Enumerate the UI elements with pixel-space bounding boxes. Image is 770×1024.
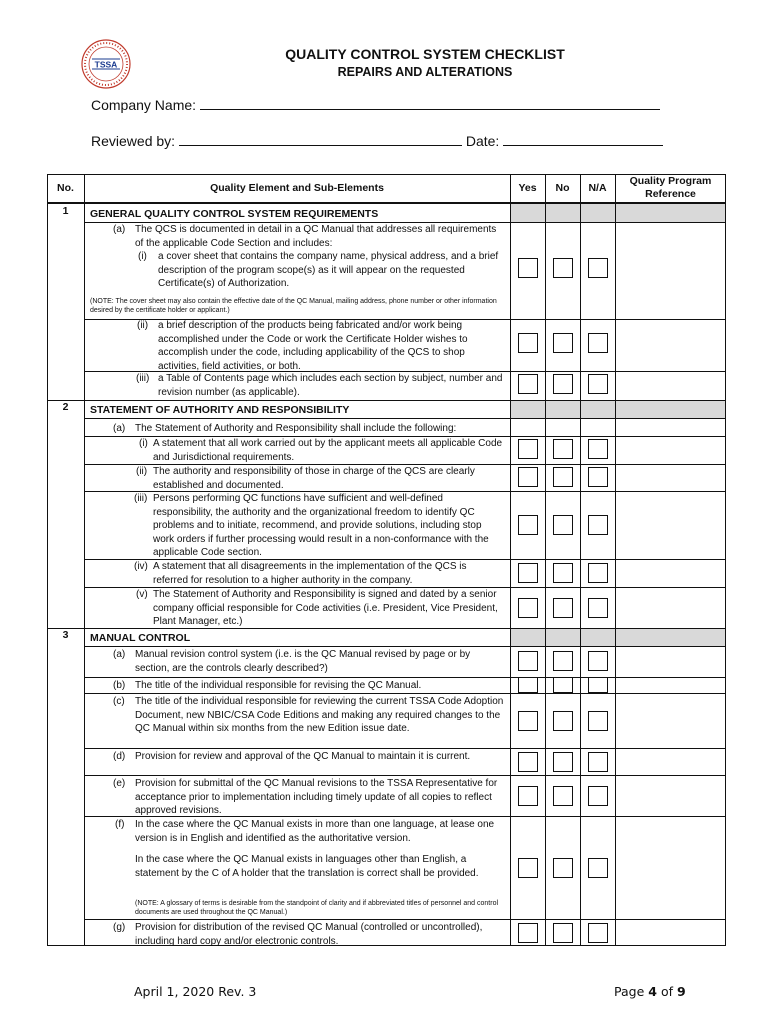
section-number: 1 <box>62 205 69 217</box>
checkbox-yes[interactable] <box>518 598 538 618</box>
item-text: Persons performing QC functions have sufficient and well-defined responsibility, the authority and the organizational freedom to identify QC problems and to initiate, recommend, and provide solutions, including stop work orders if further processing would result in a non-conformance with the applicable Code section. <box>153 493 489 558</box>
item-label: (a) <box>113 224 126 235</box>
item-label: (d) <box>113 751 126 762</box>
date-line[interactable] <box>503 131 663 146</box>
checkbox-na[interactable] <box>588 651 608 671</box>
date-label: Date: <box>465 133 500 149</box>
row-rule <box>84 646 726 647</box>
item-text: a cover sheet that contains the company name, physical address, and a brief description of the program scope(s) as it will appear on the requested Certificate(s) of Authorization. <box>158 251 499 289</box>
checkbox-na[interactable] <box>588 563 608 583</box>
checkbox-na[interactable] <box>588 598 608 618</box>
item-text: The Statement of Authority and Responsibility is signed and dated by a senior company official responsible for Code activities (i.e. President, Vice President, Plant Manager, etc.) <box>153 589 498 627</box>
item-label: (i) <box>138 251 147 262</box>
checkbox-no[interactable] <box>553 374 573 394</box>
col-header-na: N/A <box>588 182 607 194</box>
section-number: 3 <box>62 629 69 641</box>
row-rule <box>84 919 726 920</box>
company-name-field[interactable] <box>91 95 660 113</box>
checkbox-yes[interactable] <box>518 333 538 353</box>
checkbox-na[interactable] <box>588 923 608 943</box>
checkbox-na[interactable] <box>588 752 608 772</box>
col-header-yes: Yes <box>518 182 537 194</box>
reviewed-by-label: Reviewed by: <box>91 133 176 149</box>
item-label: (v) <box>136 589 148 600</box>
checkbox-no[interactable] <box>553 677 573 693</box>
row-rule <box>47 400 726 401</box>
checkbox-yes[interactable] <box>518 786 538 806</box>
footer-date: April 1, 2020 Rev. 3 <box>134 984 257 999</box>
item-text: The title of the individual responsible for reviewing the current TSSA Code Adoption Document, new NBIC/CSA Code Editions and making any required changes to the QC Manual within six months from the new Edition issue date. <box>135 696 504 734</box>
row-rule <box>84 677 726 678</box>
checkbox-no[interactable] <box>553 467 573 487</box>
checkbox-no[interactable] <box>553 786 573 806</box>
col-divider <box>615 174 616 946</box>
checkbox-no[interactable] <box>553 515 573 535</box>
item-label: (g) <box>113 922 126 933</box>
page-prefix: Page <box>614 984 645 999</box>
item-text: A statement that all work carried out by the applicant meets all applicable Code and Jurisdictional requirements. <box>153 438 503 463</box>
item-label: (a) <box>113 423 126 434</box>
reviewed-by-field[interactable] <box>91 131 663 149</box>
checkbox-yes[interactable] <box>518 563 538 583</box>
col-header-no-answer: No <box>555 182 570 194</box>
row-rule <box>84 418 726 419</box>
reviewed-by-line[interactable] <box>179 131 462 146</box>
row-rule <box>84 748 726 749</box>
item-label: (iv) <box>134 561 148 572</box>
checkbox-na[interactable] <box>588 711 608 731</box>
item-text: Provision for distribution of the revised QC Manual (controlled or uncontrolled), including hard copy and/or electronic controls. <box>135 922 483 947</box>
item-label: (c) <box>113 696 125 707</box>
item-label: (f) <box>115 819 125 830</box>
checkbox-yes[interactable] <box>518 923 538 943</box>
page-subtitle: REPAIRS AND ALTERATIONS <box>337 65 513 79</box>
item-label: (ii) <box>136 466 148 477</box>
checkbox-yes[interactable] <box>518 711 538 731</box>
checkbox-no[interactable] <box>553 858 573 878</box>
checkbox-yes[interactable] <box>518 677 538 693</box>
col-divider <box>84 174 85 946</box>
checkbox-na[interactable] <box>588 858 608 878</box>
col-header-reference-l1: Quality Program <box>629 175 712 187</box>
col-header-reference-l2: Reference <box>645 188 696 200</box>
col-divider <box>545 174 546 946</box>
row-rule <box>84 775 726 776</box>
checkbox-no[interactable] <box>553 752 573 772</box>
item-text: In the case where the QC Manual exists in more than one language, at lease one version is in English and identified as the authoritative version. <box>135 819 495 844</box>
checkbox-yes[interactable] <box>518 651 538 671</box>
section-title: GENERAL QUALITY CONTROL SYSTEM REQUIREMENTS <box>90 208 379 220</box>
row-rule <box>84 693 726 694</box>
col-header-element: Quality Element and Sub-Elements <box>210 182 384 194</box>
checkbox-yes[interactable] <box>518 439 538 459</box>
checkbox-no[interactable] <box>553 923 573 943</box>
checkbox-na[interactable] <box>588 374 608 394</box>
company-name-line[interactable] <box>200 95 660 110</box>
item-label: (ii) <box>137 320 149 331</box>
item-text: Provision for submittal of the QC Manual revisions to the TSSA Representative for acceptance prior to implementation including timely update of all copies to reflect approved revisions. <box>135 778 498 816</box>
col-divider <box>510 174 511 946</box>
checkbox-no[interactable] <box>553 333 573 353</box>
item-label: (b) <box>113 680 126 691</box>
item-label: (iii) <box>134 493 148 504</box>
checkbox-yes[interactable] <box>518 258 538 278</box>
item-text: In the case where the QC Manual exists in languages other than English, a statement by the C of A holder that the translation is correct shall be provided. <box>135 854 479 879</box>
checkbox-no[interactable] <box>553 598 573 618</box>
company-name-label: Company Name: <box>91 97 197 113</box>
item-text: The Statement of Authority and Responsibility shall include the following: <box>135 423 457 434</box>
checkbox-yes[interactable] <box>518 467 538 487</box>
page-current: 4 <box>648 984 657 999</box>
checkbox-na[interactable] <box>588 439 608 459</box>
checkbox-na[interactable] <box>588 677 608 693</box>
tssa-logo <box>80 38 132 90</box>
checkbox-no[interactable] <box>553 439 573 459</box>
checkbox-yes[interactable] <box>518 515 538 535</box>
item-text: a brief description of the products being fabricated and/or work being accomplished under the Code or work the Certificate Holder wishes to accomplish under the code, including applicability of the QCS to shop activities, field activities, or both. <box>158 320 468 372</box>
item-text: The title of the individual responsible for revising the QC Manual. <box>135 680 422 691</box>
section-title: MANUAL CONTROL <box>90 632 191 644</box>
checkbox-yes[interactable] <box>518 752 538 772</box>
page-total: 9 <box>676 984 686 999</box>
checkbox-na[interactable] <box>588 786 608 806</box>
col-header-no: No. <box>57 182 74 194</box>
checkbox-no[interactable] <box>553 711 573 731</box>
header-rule <box>47 202 726 204</box>
checkbox-no[interactable] <box>553 563 573 583</box>
item-text: a Table of Contents page which includes each section by subject, number and revision number (as applicable). <box>158 373 503 398</box>
page-of: of <box>660 984 673 999</box>
checkbox-na[interactable] <box>588 333 608 353</box>
item-label: (i) <box>139 438 148 449</box>
page-number <box>614 984 686 999</box>
checkbox-no[interactable] <box>553 651 573 671</box>
checkbox-na[interactable] <box>588 515 608 535</box>
item-note: (NOTE: A glossary of terms is desirable from the standpoint of clarity and if abbreviated titles of personnel and control documents are used throughout the QC Manual.) <box>135 900 499 916</box>
section-title: STATEMENT OF AUTHORITY AND RESPONSIBILITY <box>90 404 350 416</box>
section-number: 2 <box>62 401 69 413</box>
checkbox-no[interactable] <box>553 258 573 278</box>
item-note: (NOTE: The cover sheet may also contain the effective date of the QC Manual, mailing address, phone number or other information desired by the certificate holder or applicant.) <box>90 298 497 314</box>
checkbox-na[interactable] <box>588 258 608 278</box>
item-text: Manual revision control system (i.e. is the QC Manual revised by page or by section, are the controls clearly described?) <box>135 649 471 674</box>
item-text: The QCS is documented in detail in a QC Manual that addresses all requirements of the applicable Code Section and includes: <box>135 224 497 249</box>
logo-text: TSSA <box>94 59 118 70</box>
item-text: The authority and responsibility of those in charge of the QCS are clearly established and documented. <box>153 466 475 491</box>
checkbox-yes[interactable] <box>518 858 538 878</box>
item-label: (iii) <box>136 373 150 384</box>
checkbox-na[interactable] <box>588 467 608 487</box>
item-label: (a) <box>113 649 126 660</box>
item-label: (e) <box>113 778 126 789</box>
col-divider <box>580 174 581 946</box>
item-text: Provision for review and approval of the QC Manual to maintain it is current. <box>135 751 471 762</box>
page-title: QUALITY CONTROL SYSTEM CHECKLIST <box>285 46 565 62</box>
item-text: A statement that all disagreements in the implementation of the QCS is referred for resolution to a higher authority in the company. <box>153 561 467 586</box>
checkbox-yes[interactable] <box>518 374 538 394</box>
